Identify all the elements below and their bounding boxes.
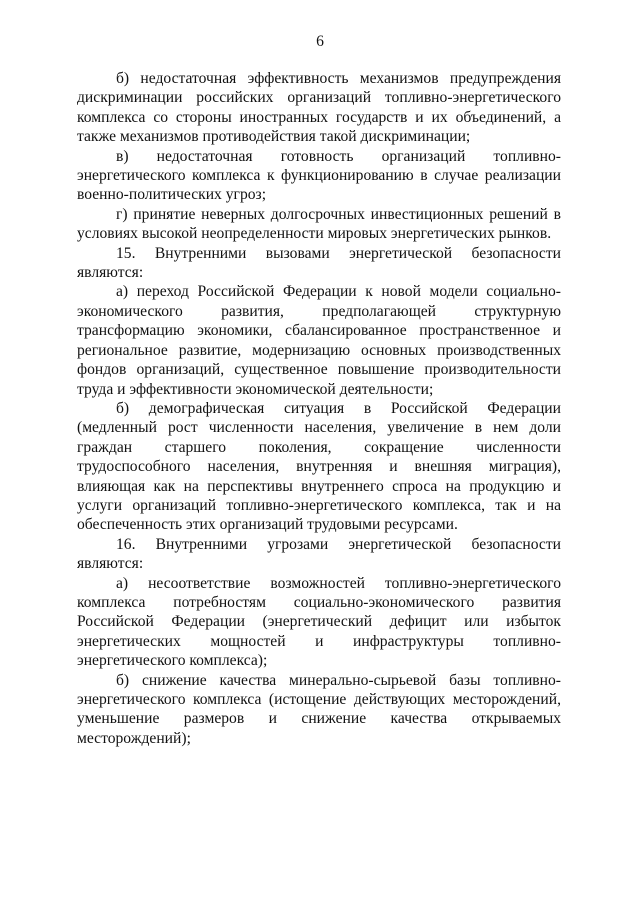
page-number: 6 — [316, 33, 324, 50]
paragraph-item-b-resource-base: б) снижение качества минерально-сырьевой базы топливно-энергетического комплекса (истощение действующих месторождений, уменьшение размеров и снижение качества открываемых месторождений); — [77, 671, 561, 747]
paragraph-item-g-investment: г) принятие неверных долгосрочных инвестиционных решений в условиях высокой неопределенности мировых энергетических рынков. — [77, 205, 561, 243]
paragraph-clause-16: 16. Внутренними угрозами энергетической безопасности являются: — [77, 535, 561, 573]
paragraph-item-a-mismatch: а) несоответствие возможностей топливно-энергетического комплекса потребностям социально-экономического развития Российской Федерации (энергетический дефицит или избыток энергетических мощностей и инфраструктуры топливно-энергетического комплекса); — [77, 574, 561, 670]
paragraph-clause-15: 15. Внутренними вызовами энергетической безопасности являются: — [77, 244, 561, 282]
paragraph-item-a-transition: а) переход Российской Федерации к новой модели социально-экономического развития, предполагающей структурную трансформацию экономики, сбалансированное пространственное и региональное развитие, модернизацию основных производственных фондов организаций, существенное повышение производительности труда и эффективности экономической деятельности; — [77, 283, 561, 398]
paragraph-item-v-readiness: в) недостаточная готовность организаций топливно-энергетического комплекса к функционированию в случае реализации военно-политических угроз; — [77, 147, 561, 204]
paragraph-item-b-discrimination: б) недостаточная эффективность механизмов предупреждения дискриминации российских организаций топливно-энергетического комплекса со стороны иностранных государств и их объединений, а также механизмов противодействия такой дискриминации; — [77, 70, 561, 146]
paragraph-item-b-demography: б) демографическая ситуация в Российской Федерации (медленный рост численности населения, увеличение в нем доли граждан старшего поколения, сокращение численности трудоспособного населения, внутренняя и внешняя миграция), влияющая как на перспективы внутреннего спроса на продукцию и услуги организаций топливно-энергетического комплекса, так и на обеспеченность этих организаций трудовыми ресурсами. — [77, 399, 561, 534]
document-body — [77, 69, 561, 748]
